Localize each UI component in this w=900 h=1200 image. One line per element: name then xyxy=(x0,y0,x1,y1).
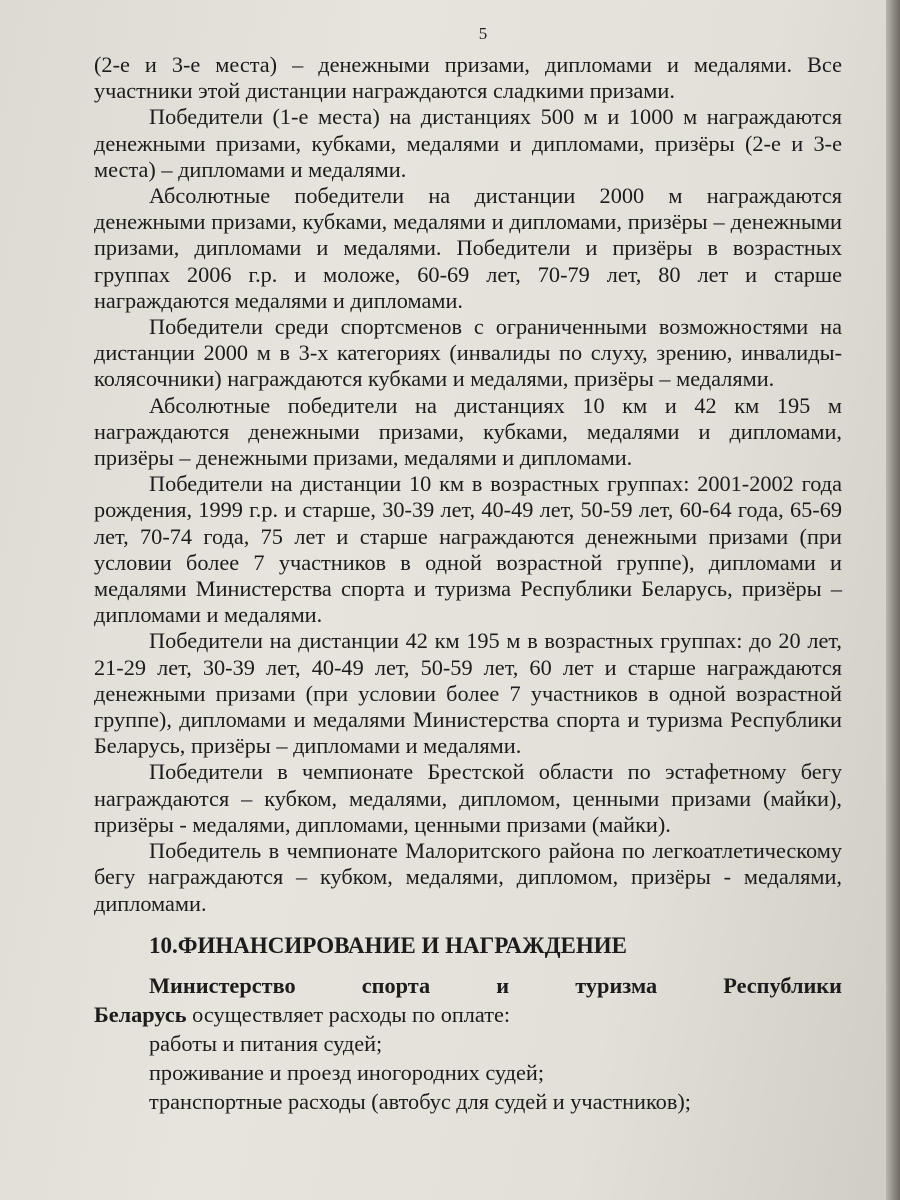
paragraph: Абсолютные победители на дистанциях 10 км и 42 км 195 м награждаются денежными призами, кубками, медалями и дипломами, призёры – денежными призами, медалями и дипломами. xyxy=(94,392,842,471)
expense-item: проживание и проезд иногородних судей; xyxy=(149,1059,545,1085)
paragraph: Победители на дистанции 10 км в возрастных группах: 2001-2002 года рождения, 1999 г.р. и старше, 30-39 лет, 40-49 лет, 50-59 лет, 60-64 года, 65-69 лет, 70-74 года, 75 лет и старше награждаются денежными призами (при условии более 7 участников в одной возрастной группе), дипломами и медалями Министерства спорта и туризма Республики Беларусь, призёры – дипломами и медалями. xyxy=(94,471,842,628)
funding-paragraph xyxy=(94,971,842,1029)
page-number: 5 xyxy=(478,24,488,43)
expense-item: работы и питания судей; xyxy=(149,1030,383,1056)
expense-item: транспортные расходы (автобус для судей и участников); xyxy=(149,1088,691,1114)
organization-name: Министерство спорта и туризма Республики Беларусь xyxy=(94,972,842,1027)
paragraph: Победители (1-е места) на дистанциях 500 м и 1000 м награждаются денежными призами, кубками, медалями и дипломами, призёры (2-е и 3-е места) – дипломами и медалями. xyxy=(94,104,842,182)
funding-lead-text: осуществляет расходы по оплате: xyxy=(192,1001,511,1027)
expense-list xyxy=(94,1029,842,1116)
paragraph: Абсолютные победители на дистанции 2000 м награждаются денежными призами, кубками, медалями и дипломами, призёры – денежными призами, дипломами и медалями. Победители и призёры в возрастных группах 2006 г.р. и моложе, 60-69 лет, 70-79 лет, 80 лет и старше награждаются медалями и дипломами. xyxy=(94,183,842,313)
section-title: 10.ФИНАНСИРОВАНИЕ И НАГРАЖДЕНИЕ xyxy=(149,932,627,958)
paragraph: Победители на дистанции 42 км 195 м в возрастных группах: до 20 лет, 21-29 лет, 30-39 лет, 40-49 лет, 50-59 лет, 60 лет и старше награждаются денежными призами (при условии более 7 участников в одной возрастной группе), дипломами и медалями Министерства спорта и туризма Республики Беларусь, призёры – дипломами и медалями. xyxy=(94,628,842,759)
paragraph: Победители в чемпионате Брестской области по эстафетному бегу награждаются – кубком, медалями, дипломом, ценными призами (майки), призёры - медалями, дипломами, ценными призами (майки). xyxy=(94,759,842,837)
page-edge-shadow xyxy=(886,0,900,1200)
paragraph: Победители среди спортсменов с ограниченными возможностями на дистанции 2000 м в 3-х категориях (инвалиды по слуху, зрению, инвалиды-колясочники) награждаются кубками и медалями, призёры – медалями. xyxy=(94,314,842,392)
paragraph: Победитель в чемпионате Малоритского района по легкоатлетическому бегу награждаются – кубком, медалями, дипломом, призёры - медалями, дипломами. xyxy=(94,838,842,916)
paragraph: (2-е и 3-е места) – денежными призами, дипломами и медалями. Все участники этой дистанции награждаются сладкими призами. xyxy=(94,52,842,104)
